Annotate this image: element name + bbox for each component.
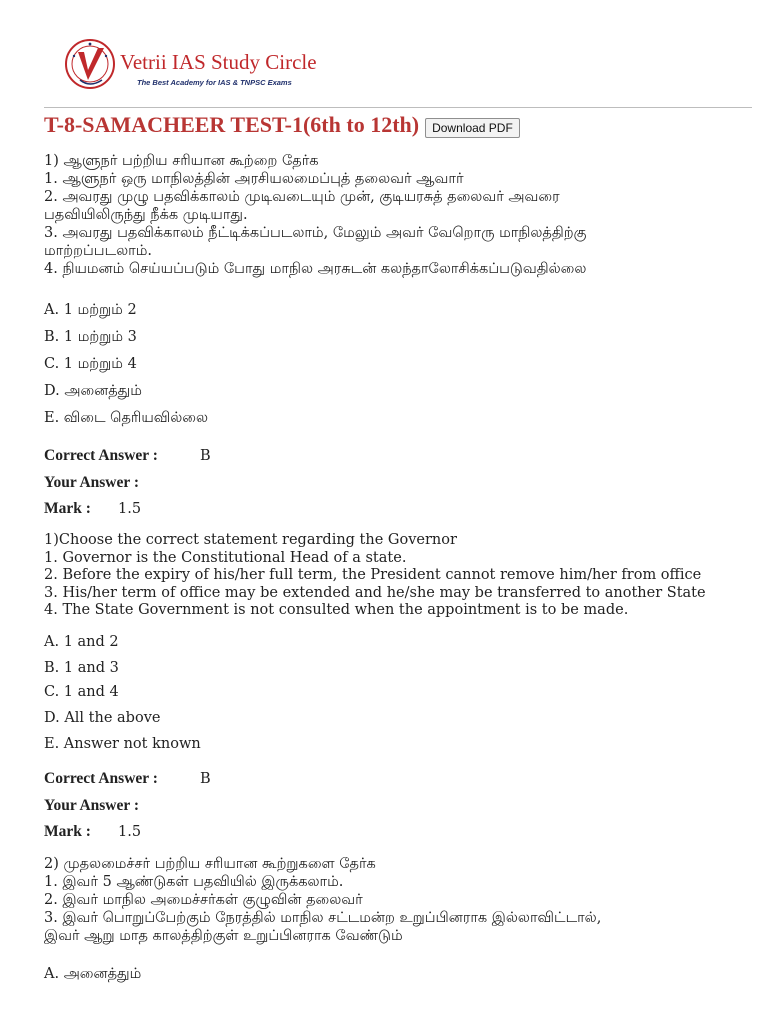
correct-answer bbox=[44, 770, 211, 788]
option-e[interactable]: E. Answer not known bbox=[44, 736, 201, 752]
option-d[interactable]: D. அனைத்தும் bbox=[44, 383, 142, 399]
mark-value: 1.5 bbox=[118, 501, 142, 517]
academy-logo-icon bbox=[64, 36, 120, 100]
question-line: 1. ஆளுநர் ஒரு மாநிலத்தின் அரசியலமைப்புத் தலைவர் ஆவார் bbox=[44, 171, 464, 187]
option-a[interactable]: A. 1 மற்றும் 2 bbox=[44, 302, 137, 318]
header-divider bbox=[44, 107, 752, 108]
mark bbox=[44, 500, 142, 518]
mark-value: 1.5 bbox=[118, 824, 142, 840]
question-line: 2) முதலமைச்சர் பற்றிய சரியான கூற்றுகளை தேர்க bbox=[44, 856, 376, 872]
correct-answer-value: B bbox=[200, 448, 211, 464]
your-answer bbox=[44, 474, 139, 492]
option-a[interactable]: A. 1 and 2 bbox=[44, 634, 119, 650]
option-c[interactable]: C. 1 and 4 bbox=[44, 684, 119, 700]
site-header bbox=[64, 36, 324, 100]
option-a[interactable]: A. அனைத்தும் bbox=[44, 966, 142, 982]
brand-name: Vetrii IAS Study Circle bbox=[120, 50, 317, 74]
question-line: 1) ஆளுநர் பற்றிய சரியான கூற்றை தேர்க bbox=[44, 153, 319, 169]
question-line: 3. அவரது பதவிக்காலம் நீட்டிக்கப்படலாம், மேலும் அவர் வேறொரு மாநிலத்திற்கு bbox=[44, 225, 587, 241]
correct-answer-value: B bbox=[200, 771, 211, 787]
correct-answer-label: Correct Answer : bbox=[44, 447, 158, 464]
option-d[interactable]: D. All the above bbox=[44, 710, 161, 726]
question-line: 2. இவர் மாநில அமைச்சர்கள் குழுவின் தலைவர் bbox=[44, 892, 363, 908]
brand-tagline: The Best Academy for IAS & TNPSC Exams bbox=[137, 78, 292, 87]
option-e[interactable]: E. விடை தெரியவில்லை bbox=[44, 410, 209, 426]
option-c[interactable]: C. 1 மற்றும் 4 bbox=[44, 356, 137, 372]
question-line: 3. His/her term of office may be extended and he/she may be transferred to another State bbox=[44, 584, 706, 601]
mark-label: Mark : bbox=[44, 500, 91, 517]
question-line: இவர் ஆறு மாத காலத்திற்குள் உறுப்பினராக வேண்டும் bbox=[44, 928, 403, 944]
question-line: 2. Before the expiry of his/her full term, the President cannot remove him/her from office bbox=[44, 567, 702, 583]
question-line: 1. இவர் 5 ஆண்டுகள் பதவியில் இருக்கலாம். bbox=[44, 874, 344, 890]
question-line: 3. இவர் பொறுப்பேற்கும் நேரத்தில் மாநில சட்டமன்ற உறுப்பினராக இல்லாவிட்டால், bbox=[44, 910, 602, 926]
question-line: மாற்றப்படலாம். bbox=[44, 243, 152, 259]
your-answer-label: Your Answer : bbox=[44, 797, 140, 814]
title-row bbox=[44, 112, 520, 138]
question-3-text bbox=[44, 855, 744, 945]
page-title: T-8-SAMACHEER TEST-1(6th to 12th) bbox=[44, 112, 420, 137]
your-answer bbox=[44, 797, 139, 815]
option-b[interactable]: B. 1 and 3 bbox=[44, 660, 119, 676]
question-1-text bbox=[44, 152, 744, 278]
mark-label: Mark : bbox=[44, 823, 91, 840]
mark bbox=[44, 823, 142, 841]
question-line: பதவியிலிருந்து நீக்க முடியாது. bbox=[44, 207, 248, 223]
option-b[interactable]: B. 1 மற்றும் 3 bbox=[44, 329, 137, 345]
question-line: 4. The State Government is not consulted when the appointment is to be made. bbox=[44, 602, 629, 618]
your-answer-label: Your Answer : bbox=[44, 474, 140, 491]
correct-answer bbox=[44, 447, 211, 465]
question-line: 2. அவரது முழு பதவிக்காலம் முடிவடையும் முன், குடியரசுத் தலைவர் அவரை bbox=[44, 189, 560, 205]
question-line: 1)Choose the correct statement regarding the Governor bbox=[44, 532, 457, 548]
question-2-text bbox=[44, 532, 744, 620]
question-line: 1. Governor is the Constitutional Head of a state. bbox=[44, 549, 407, 566]
download-pdf-button[interactable]: Download PDF bbox=[425, 118, 520, 138]
question-line: 4. நியமனம் செய்யப்படும் போது மாநில அரசுடன் கலந்தாலோசிக்கப்படுவதில்லை bbox=[44, 261, 587, 277]
correct-answer-label: Correct Answer : bbox=[44, 770, 158, 787]
